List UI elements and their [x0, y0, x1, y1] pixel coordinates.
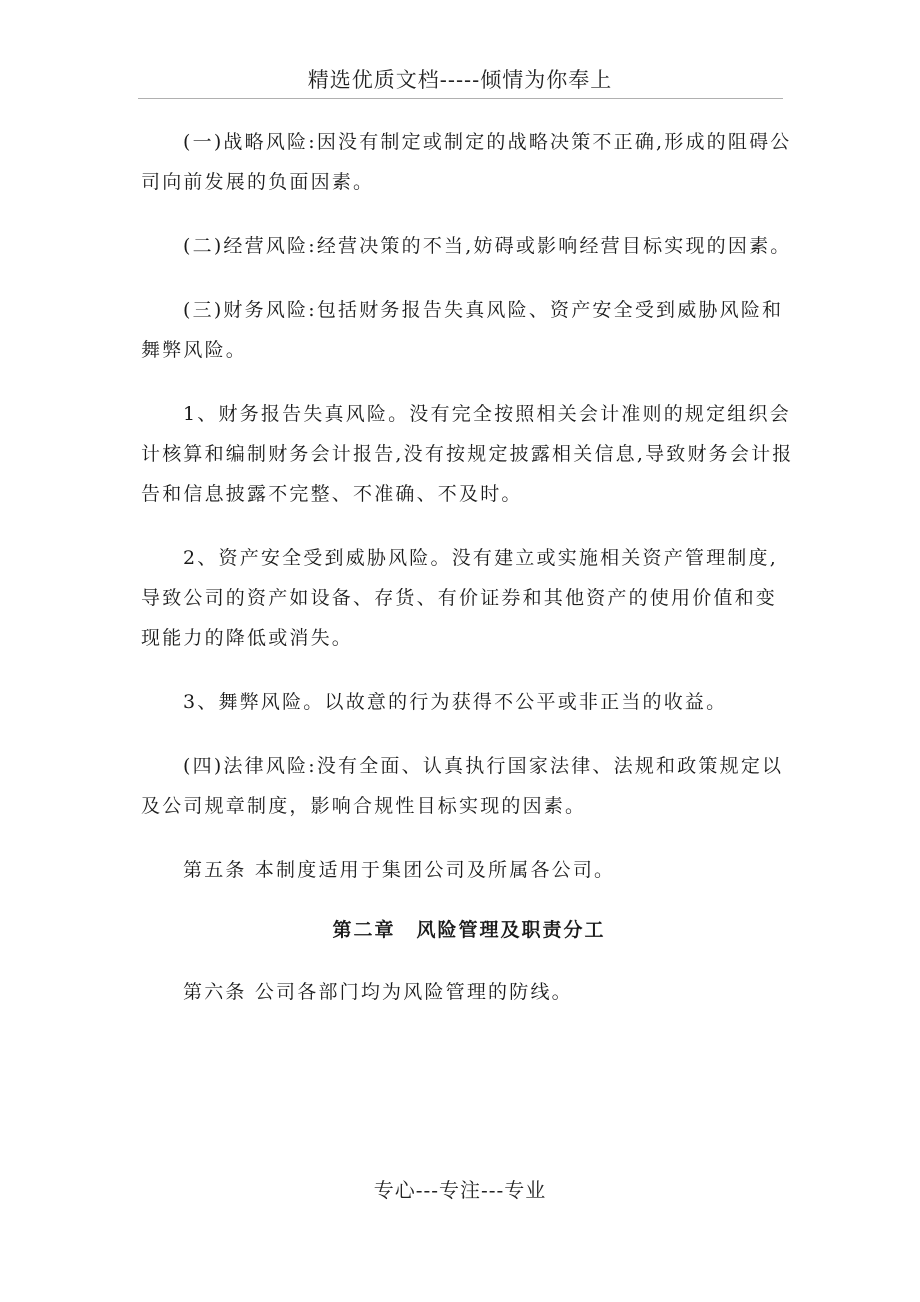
- paragraph-article-five: 第五条 本制度适用于集团公司及所属各公司。: [183, 859, 616, 881]
- paragraph-report-distortion-risk: 1、财务报告失真风险。没有完全按照相关会计准则的规定组织会计核算和编制财务会计报告,没有按规定披露相关信息,导致财务会计报告和信息披露不完整、不准确、不及时。: [141, 403, 794, 505]
- page-footer: 专心---专注---专业: [373, 1178, 547, 1202]
- chapter-heading: 第二章 风险管理及职责分工: [332, 919, 606, 941]
- paragraph-fraud-risk: 3、舞弊风险。以故意的行为获得不公平或非正当的收益。: [183, 691, 728, 713]
- paragraph-financial-risk: (三)财务风险:包括财务报告失真风险、资产安全受到威胁风险和舞弊风险。: [141, 299, 784, 361]
- paragraph-article-six: 第六条 公司各部门均为风险管理的防线。: [183, 981, 573, 1003]
- page-header: 精选优质文档-----倾情为你奉上: [307, 68, 613, 92]
- document-body: [141, 122, 797, 1036]
- paragraph-asset-security-risk: 2、资产安全受到威胁风险。没有建立或实施相关资产管理制度,导致公司的资产如设备、存货、有价证券和其他资产的使用价值和变现能力的降低或消失。: [141, 547, 778, 649]
- header-divider: [138, 98, 783, 99]
- paragraph-legal-risk: (四)法律风险:没有全面、认真执行国家法律、法规和政策规定以及公司规章制度，影响合规性目标实现的因素。: [141, 755, 784, 817]
- paragraph-operational-risk: (二)经营风险:经营决策的不当,妨碍或影响经营目标实现的因素。: [183, 235, 792, 257]
- paragraph-strategic-risk: (一)战略风险:因没有制定或制定的战略决策不正确,形成的阻碍公司向前发展的负面因素。: [141, 131, 792, 193]
